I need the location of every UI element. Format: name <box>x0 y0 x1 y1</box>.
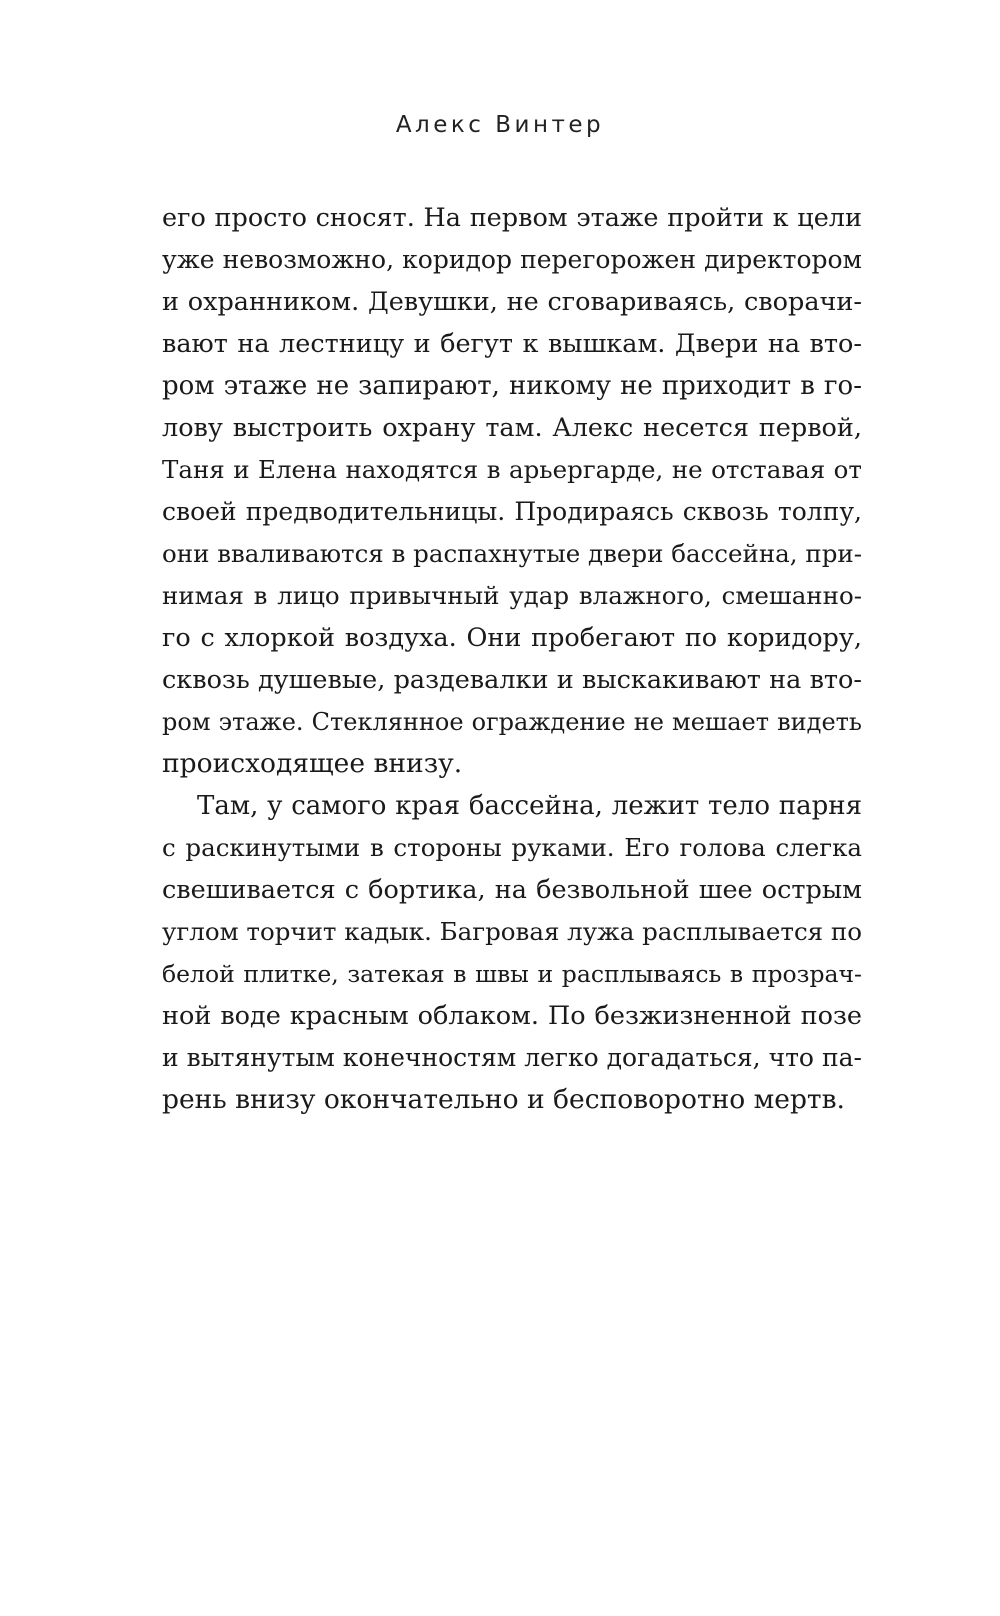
text-line: углом торчит кадык. Багровая лужа расплывается по <box>162 917 862 946</box>
text-line: ром этаже не запирают, никому не приходит в го- <box>162 371 862 401</box>
text-line: и вытянутым конечностям легко догадаться, что па- <box>162 1043 862 1072</box>
text-line: они вваливаются в распахнутые двери бассейна, при- <box>162 539 862 568</box>
text-line: и охранником. Девушки, не сговариваясь, сворачи- <box>162 287 862 317</box>
text-line: ной воде красным облаком. По безжизненной позе <box>162 1001 862 1031</box>
text-line: происходящее внизу. <box>162 748 463 779</box>
text-line: уже невозможно, коридор перегорожен директором <box>162 245 862 274</box>
paragraph-1 <box>162 197 862 785</box>
text-line: белой плитке, затекая в швы и расплываясь в прозрач- <box>162 960 862 988</box>
text-line: вают на лестницу и бегут к вышкам. Двери на вто- <box>162 329 862 359</box>
text-line: лову выстроить охрану там. Алекс несется первой, <box>162 413 862 443</box>
text-line: рень внизу окончательно и бесповоротно мертв. <box>162 1084 845 1115</box>
text-line: сквозь душевые, раздевалки и выскакивают на вто- <box>162 665 862 695</box>
text-line: с раскинутыми в стороны руками. Его голова слегка <box>162 833 862 862</box>
running-head-author: Алекс Винтер <box>395 112 605 138</box>
text-line: нимая в лицо привычный удар влажного, смешанно- <box>162 581 862 610</box>
text-line: го с хлоркой воздуха. Они пробегают по коридору, <box>162 623 862 653</box>
text-line: Там, у самого края бассейна, лежит тело парня <box>197 791 862 821</box>
text-line: свешивается с бортика, на безвольной шее острым <box>162 875 862 905</box>
body-text <box>162 197 862 1121</box>
text-line: его просто сносят. На первом этаже пройти к цели <box>162 203 862 233</box>
text-line: своей предводительницы. Продираясь сквозь толпу, <box>162 497 862 526</box>
text-line: Таня и Елена находятся в арьергарде, не отставая от <box>162 455 862 484</box>
text-line: ром этаже. Стеклянное ограждение не мешает видеть <box>162 708 862 736</box>
paragraph-2 <box>162 785 862 1121</box>
